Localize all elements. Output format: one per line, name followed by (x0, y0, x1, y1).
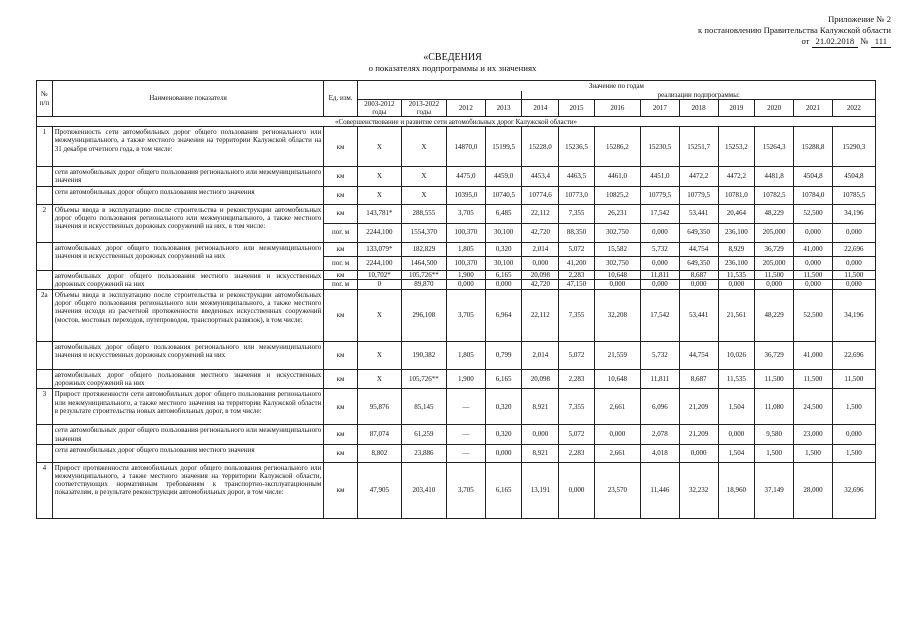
table-row (37, 127, 876, 167)
value-cell: 0,000 (832, 223, 875, 242)
value-cell: 205,000 (755, 256, 794, 270)
value-cell: 11,535 (718, 369, 755, 388)
value-cell: 105,726** (401, 369, 446, 388)
value-cell: 1,504 (718, 444, 755, 462)
value-cell: 5,072 (559, 341, 595, 369)
value-cell: 22,112 (522, 289, 559, 341)
row-unit: км (324, 127, 358, 167)
value-cell: 2,283 (559, 369, 595, 388)
table-row (37, 270, 876, 280)
value-cell: — (446, 425, 485, 444)
document-title (0, 52, 905, 74)
row-number: 3 (37, 389, 53, 425)
value-cell: 41,000 (794, 341, 833, 369)
value-cell: 88,350 (559, 223, 595, 242)
value-cell: 1,504 (718, 389, 755, 425)
row-unit: км (324, 204, 358, 223)
value-cell: 236,100 (718, 223, 755, 242)
value-cell: — (446, 444, 485, 462)
header-year: 2015 (559, 99, 595, 116)
value-cell: 0,320 (485, 425, 522, 444)
value-cell: 36,729 (755, 341, 794, 369)
value-cell: 0,000 (446, 280, 485, 290)
value-cell: 10825,2 (594, 186, 640, 204)
row-unit: км (324, 270, 358, 280)
header-year: 2018 (679, 99, 718, 116)
value-cell: 8,921 (522, 444, 559, 462)
row-number (37, 369, 53, 388)
value-cell: 15251,7 (679, 127, 718, 167)
value-cell: 32,232 (679, 462, 718, 518)
header-implementation: реализации подпрограммы: (522, 91, 876, 100)
value-cell: 41,200 (559, 256, 595, 270)
value-cell: 7,355 (559, 204, 595, 223)
value-cell: 10779,5 (679, 186, 718, 204)
value-cell: 0,000 (485, 444, 522, 462)
value-cell: 2,283 (559, 270, 595, 280)
row-name: автомобильных дорог общего пользования местного значения и искусственных дорожных сооружений на них (52, 270, 324, 289)
row-number (37, 186, 53, 204)
appendix-date: 21.02.2018 (812, 36, 859, 48)
value-cell: 3,705 (446, 289, 485, 341)
value-cell: 302,750 (594, 223, 640, 242)
value-cell: 3,705 (446, 204, 485, 223)
value-cell: 143,781* (357, 204, 401, 223)
value-cell: 0 (357, 280, 401, 290)
value-cell: Х (401, 127, 446, 167)
value-cell: 6,165 (485, 462, 522, 518)
value-cell: 0,799 (485, 341, 522, 369)
row-name: сети автомобильных дорог общего пользования регионального или межмуниципального значения (52, 167, 324, 186)
value-cell: 5,732 (640, 242, 679, 256)
appendix-line1: Приложение № 2 (828, 14, 891, 24)
value-cell: 10,648 (594, 270, 640, 280)
value-cell: 6,096 (640, 389, 679, 425)
value-cell: 11,500 (832, 270, 875, 280)
value-cell: 37,149 (755, 462, 794, 518)
row-name: Объемы ввода в эксплуатацию после строительства и реконструкции автомобильных дорог общего пользования регионального или межмуниципального, а также местного значения исходя из расчетной протяженности введенных искусственных сооружений (мостов, мостовых переходов, путепроводов, транспортных развязок), в том числе: (52, 289, 324, 341)
value-cell: 7,355 (559, 289, 595, 341)
value-cell: 34,196 (832, 289, 875, 341)
header-year: 2017 (640, 99, 679, 116)
value-cell: 32,696 (832, 462, 875, 518)
value-cell: 2,078 (640, 425, 679, 444)
value-cell: 11,811 (640, 369, 679, 388)
value-cell: 100,370 (446, 256, 485, 270)
value-cell: 4461,0 (594, 167, 640, 186)
value-cell: 100,370 (446, 223, 485, 242)
value-cell: 22,696 (832, 242, 875, 256)
value-cell: 1464,500 (401, 256, 446, 270)
value-cell: 2,661 (594, 389, 640, 425)
value-cell: Х (357, 369, 401, 388)
value-cell: 0,000 (794, 280, 833, 290)
value-cell: 15253,2 (718, 127, 755, 167)
table-row (37, 289, 876, 341)
value-cell: 15230,5 (640, 127, 679, 167)
row-number (37, 242, 53, 270)
value-cell: 0,000 (640, 256, 679, 270)
value-cell: 42,720 (522, 280, 559, 290)
row-unit: км (324, 289, 358, 341)
value-cell: 34,196 (832, 204, 875, 223)
value-cell: 190,382 (401, 341, 446, 369)
row-number (37, 425, 53, 444)
value-cell: 20,464 (718, 204, 755, 223)
value-cell: 11,811 (640, 270, 679, 280)
value-cell: 4459,0 (485, 167, 522, 186)
value-cell: Х (401, 167, 446, 186)
value-cell: 10,026 (718, 341, 755, 369)
value-cell: 22,696 (832, 341, 875, 369)
value-cell: 32,208 (594, 289, 640, 341)
header-year: 2003-2012 годы (357, 99, 401, 116)
value-cell: 47,150 (559, 280, 595, 290)
value-cell: 11,535 (718, 270, 755, 280)
header-year: 2012 (446, 99, 485, 116)
value-cell: 0,000 (485, 280, 522, 290)
table-body (37, 117, 876, 519)
value-cell: 0,000 (640, 280, 679, 290)
value-cell: 61,259 (401, 425, 446, 444)
row-unit: км (324, 389, 358, 425)
value-cell: 24,500 (794, 389, 833, 425)
value-cell: 15236,5 (559, 127, 595, 167)
row-unit-secondary: пог. м (324, 223, 358, 242)
row-name: Объемы ввода в эксплуатацию после строительства и реконструкции автомобильных дорог общего пользования регионального или межмуниципального, а также местного значения и искусственных дорожных сооружений на них, в том числе: (52, 204, 324, 242)
value-cell: 20,098 (522, 369, 559, 388)
value-cell: 23,000 (794, 425, 833, 444)
row-number (37, 444, 53, 462)
value-cell: 10,702* (357, 270, 401, 280)
header-num: № п/п (37, 81, 53, 117)
value-cell: 5,072 (559, 425, 595, 444)
table-row (37, 425, 876, 444)
value-cell: 2,014 (522, 341, 559, 369)
value-cell: 47,905 (357, 462, 401, 518)
header-year: 2013 (485, 99, 522, 116)
table-row (37, 341, 876, 369)
row-name: автомобильных дорог общего пользования местного значения и искусственных дорожных сооружений на них (52, 369, 324, 388)
value-cell: 21,209 (679, 389, 718, 425)
value-cell: 11,500 (794, 270, 833, 280)
value-cell: 182,829 (401, 242, 446, 256)
date-prefix: от (801, 36, 810, 46)
value-cell: 15290,3 (832, 127, 875, 167)
row-name: сети автомобильных дорог общего пользования местного значения (52, 444, 324, 462)
value-cell: 11,500 (832, 369, 875, 388)
header-year: 2013-2022 годы (401, 99, 446, 116)
value-cell: 52,500 (794, 289, 833, 341)
value-cell: 52,500 (794, 204, 833, 223)
title-sub: о показателях подпрограммы и их значениях (368, 63, 537, 73)
value-cell: 2,283 (559, 444, 595, 462)
value-cell: 0,000 (832, 280, 875, 290)
value-cell: 0,320 (485, 389, 522, 425)
row-unit: км (324, 425, 358, 444)
value-cell: Х (357, 341, 401, 369)
row-unit-secondary: пог. м (324, 280, 358, 290)
value-cell: 9,580 (755, 425, 794, 444)
value-cell: 36,729 (755, 242, 794, 256)
row-number: 2 (37, 204, 53, 242)
value-cell: 89,870 (401, 280, 446, 290)
value-cell: 42,720 (522, 223, 559, 242)
value-cell: 10779,5 (640, 186, 679, 204)
value-cell: 2244,100 (357, 223, 401, 242)
value-cell: 28,000 (794, 462, 833, 518)
table-row (37, 242, 876, 256)
value-cell: 15228,0 (522, 127, 559, 167)
row-number: 4 (37, 462, 53, 518)
table-row (37, 389, 876, 425)
value-cell: Х (357, 127, 401, 167)
value-cell: 0,000 (755, 280, 794, 290)
value-cell: 21,561 (718, 289, 755, 341)
appendix-block (698, 14, 891, 48)
value-cell: 0,000 (594, 280, 640, 290)
value-cell: 7,355 (559, 389, 595, 425)
row-unit: км (324, 462, 358, 518)
value-cell: 2,661 (594, 444, 640, 462)
header-year: 2016 (594, 99, 640, 116)
row-unit-secondary: пог. м (324, 256, 358, 270)
value-cell: 0,000 (522, 256, 559, 270)
header-year: 2022 (832, 99, 875, 116)
value-cell: 5,732 (640, 341, 679, 369)
row-number: 2а (37, 289, 53, 341)
value-cell: 0,000 (559, 462, 595, 518)
value-cell: 6,485 (485, 204, 522, 223)
value-cell: 6,165 (485, 270, 522, 280)
row-unit: км (324, 186, 358, 204)
value-cell: 0,320 (485, 242, 522, 256)
value-cell: 8,687 (679, 270, 718, 280)
row-name: сети автомобильных дорог общего пользования регионального или межмуниципального значения (52, 425, 324, 444)
value-cell: 41,000 (794, 242, 833, 256)
value-cell: 30,100 (485, 256, 522, 270)
header-name: Наименование показателя (52, 81, 324, 117)
table-row (37, 444, 876, 462)
value-cell: 0,000 (718, 280, 755, 290)
value-cell: 1,500 (755, 444, 794, 462)
title-main: «СВЕДЕНИЯ (423, 52, 482, 63)
value-cell: 14870,0 (446, 127, 485, 167)
value-cell: 10774,6 (522, 186, 559, 204)
appendix-date-line (698, 36, 891, 48)
value-cell: 2244,100 (357, 256, 401, 270)
value-cell: 15264,3 (755, 127, 794, 167)
value-cell: Х (401, 186, 446, 204)
value-cell: 649,350 (679, 223, 718, 242)
row-name: Прирост протяженности сети автомобильных дорог общего пользования регионального или межмуниципального, а также местного значения на территории Калужской области в результате строительства новых автомобильных дорог, в том числе: (52, 389, 324, 425)
table-row (37, 369, 876, 388)
value-cell: 10395,0 (446, 186, 485, 204)
value-cell: 18,960 (718, 462, 755, 518)
value-cell: 4,018 (640, 444, 679, 462)
value-cell: 4504,8 (832, 167, 875, 186)
value-cell: 0,000 (832, 256, 875, 270)
value-cell: 1,500 (832, 389, 875, 425)
table-row (37, 462, 876, 518)
value-cell: 0,000 (679, 280, 718, 290)
value-cell: Х (357, 186, 401, 204)
value-cell: 85,145 (401, 389, 446, 425)
value-cell: 11,080 (755, 389, 794, 425)
value-cell: 649,350 (679, 256, 718, 270)
table-row (37, 167, 876, 186)
appendix-number: 111 (871, 36, 891, 48)
section-title: «Совершенствование и развитие сети автомобильных дорог Калужской области» (37, 117, 876, 127)
value-cell: 10781,0 (718, 186, 755, 204)
value-cell: 10782,5 (755, 186, 794, 204)
value-cell: 302,750 (594, 256, 640, 270)
value-cell: 11,446 (640, 462, 679, 518)
value-cell: 0,000 (718, 425, 755, 444)
value-cell: 1,805 (446, 341, 485, 369)
row-unit: км (324, 341, 358, 369)
value-cell: 15,582 (594, 242, 640, 256)
row-unit: км (324, 167, 358, 186)
value-cell: 4451,0 (640, 167, 679, 186)
row-name: автомобильных дорог общего пользования регионального или межмуниципального значения и искусственных дорожных сооружений на них (52, 341, 324, 369)
value-cell: 11,500 (794, 369, 833, 388)
value-cell: 48,229 (755, 289, 794, 341)
value-cell: 205,000 (755, 223, 794, 242)
value-cell: 3,705 (446, 462, 485, 518)
value-cell: 15288,8 (794, 127, 833, 167)
value-cell: 6,964 (485, 289, 522, 341)
value-cell: Х (357, 167, 401, 186)
value-cell: 0,000 (679, 444, 718, 462)
value-cell: 1,500 (794, 444, 833, 462)
header-year: 2019 (718, 99, 755, 116)
value-cell: Х (357, 289, 401, 341)
header-values-by-year: Значение по годам (357, 81, 875, 91)
value-cell: 22,112 (522, 204, 559, 223)
value-cell: 0,000 (594, 425, 640, 444)
value-cell: 0,000 (640, 223, 679, 242)
value-cell: 11,500 (755, 270, 794, 280)
header-year: 2014 (522, 99, 559, 116)
value-cell: 11,500 (755, 369, 794, 388)
value-cell: 53,441 (679, 204, 718, 223)
value-cell: 8,929 (718, 242, 755, 256)
value-cell: 4463,5 (559, 167, 595, 186)
value-cell: 95,876 (357, 389, 401, 425)
value-cell: 10773,0 (559, 186, 595, 204)
value-cell: 17,542 (640, 204, 679, 223)
value-cell: 30,100 (485, 223, 522, 242)
value-cell: 288,555 (401, 204, 446, 223)
number-prefix: № (860, 36, 869, 46)
row-number: 1 (37, 127, 53, 167)
value-cell: 10740,5 (485, 186, 522, 204)
header-unit: Ед. изм. (324, 81, 358, 117)
value-cell: 1,900 (446, 369, 485, 388)
value-cell: 8,921 (522, 389, 559, 425)
value-cell: 1,500 (832, 444, 875, 462)
value-cell: — (446, 389, 485, 425)
value-cell: 15286,2 (594, 127, 640, 167)
value-cell: 4472,2 (679, 167, 718, 186)
value-cell: 10785,5 (832, 186, 875, 204)
indicators-table (36, 80, 876, 519)
table-header (37, 81, 876, 117)
value-cell: 17,542 (640, 289, 679, 341)
value-cell: 53,441 (679, 289, 718, 341)
value-cell: 13,191 (522, 462, 559, 518)
value-cell: 8,802 (357, 444, 401, 462)
row-number (37, 167, 53, 186)
value-cell: 26,231 (594, 204, 640, 223)
value-cell: 4504,8 (794, 167, 833, 186)
value-cell: 5,072 (559, 242, 595, 256)
value-cell: 296,108 (401, 289, 446, 341)
value-cell: 10784,0 (794, 186, 833, 204)
value-cell: 10,648 (594, 369, 640, 388)
table-row (37, 204, 876, 223)
header-year: 2020 (755, 99, 794, 116)
row-unit: км (324, 242, 358, 256)
value-cell: 44,754 (679, 341, 718, 369)
value-cell: 4475,0 (446, 167, 485, 186)
header-year: 2021 (794, 99, 833, 116)
value-cell: 15199,5 (485, 127, 522, 167)
row-name: Протяженность сети автомобильных дорог общего пользования регионального или межмуниципального, а также местного значения на территории Калужской области на 31 декабря отчетного года, в том числе: (52, 127, 324, 167)
table-row (37, 186, 876, 204)
value-cell: 0,000 (794, 256, 833, 270)
row-number (37, 341, 53, 369)
value-cell: 20,098 (522, 270, 559, 280)
value-cell: 23,570 (594, 462, 640, 518)
row-number (37, 270, 53, 289)
value-cell: 133,079* (357, 242, 401, 256)
value-cell: 4453,4 (522, 167, 559, 186)
row-unit: км (324, 369, 358, 388)
row-unit: км (324, 444, 358, 462)
value-cell: 6,165 (485, 369, 522, 388)
value-cell: 21,209 (679, 425, 718, 444)
value-cell: 1,900 (446, 270, 485, 280)
value-cell: 4481,8 (755, 167, 794, 186)
appendix-line2: к постановлению Правительства Калужской области (698, 25, 891, 35)
value-cell: 23,886 (401, 444, 446, 462)
value-cell: 0,000 (832, 425, 875, 444)
value-cell: 1,805 (446, 242, 485, 256)
row-name: сети автомобильных дорог общего пользования местного значения (52, 186, 324, 204)
value-cell: 4472,2 (718, 167, 755, 186)
value-cell: 8,687 (679, 369, 718, 388)
value-cell: 0,000 (794, 223, 833, 242)
value-cell: 203,410 (401, 462, 446, 518)
value-cell: 0,000 (522, 425, 559, 444)
value-cell: 44,754 (679, 242, 718, 256)
value-cell: 236,100 (718, 256, 755, 270)
value-cell: 48,229 (755, 204, 794, 223)
row-name: автомобильных дорог общего пользования регионального или межмуниципального значения и искусственных дорожных сооружений на них (52, 242, 324, 270)
value-cell: 87,074 (357, 425, 401, 444)
value-cell: 1554,370 (401, 223, 446, 242)
row-name: Прирост протяженности автомобильных дорог общего пользования регионального или межмуниципального, а также местного значения на территории Калужской области, соответствующих нормативным требованиям к транспортно-эксплуатационным показателям, в результате реконструкции автомобильных дорог, в том числе: (52, 462, 324, 518)
value-cell: 21,559 (594, 341, 640, 369)
value-cell: 105,726** (401, 270, 446, 280)
value-cell: 2,014 (522, 242, 559, 256)
